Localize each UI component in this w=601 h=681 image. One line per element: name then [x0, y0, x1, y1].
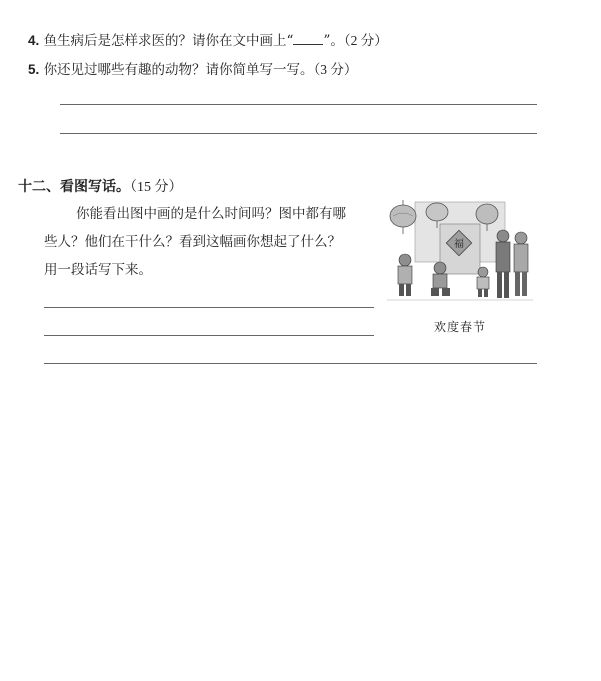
answer-line[interactable] — [60, 104, 537, 105]
question-5 — [28, 61, 357, 79]
section-score: （15 分） — [130, 180, 183, 195]
question-text: 鱼生病后是怎样求医的？请你在文中画上“ — [43, 33, 294, 49]
question-score: （2 分） — [343, 33, 388, 48]
adult-figure — [514, 232, 528, 296]
writing-line[interactable] — [44, 307, 374, 308]
fu-text: 福 — [454, 239, 464, 250]
child-figure — [477, 267, 489, 297]
section-heading: 十二、看图写话。 — [18, 179, 130, 195]
lantern-icon — [390, 200, 416, 234]
question-number: 4. — [28, 33, 40, 48]
prompt-line-1: 你能看出图中画的是什么时间吗？图中都有哪 — [76, 206, 346, 222]
question-number: 5. — [28, 62, 40, 77]
question-4 — [28, 32, 388, 50]
spring-festival-illustration — [385, 196, 535, 308]
question-score: （3 分） — [313, 62, 358, 77]
answer-blank[interactable] — [293, 32, 323, 45]
illustration-caption: 欢度春节 — [433, 320, 486, 334]
prompt-line-3: 用一段话写下来。 — [44, 262, 152, 278]
writing-line[interactable] — [44, 363, 537, 364]
child-figure — [398, 254, 412, 296]
question-text-end: ”。 — [323, 33, 344, 49]
answer-line[interactable] — [60, 133, 537, 134]
section-title — [18, 176, 183, 196]
question-text: 你还见过哪些有趣的动物？请你简单写一写。 — [43, 62, 314, 78]
writing-line[interactable] — [44, 335, 374, 336]
prompt-line-2: 些人？他们在干什么？看到这幅画你想起了什么？ — [44, 234, 341, 250]
